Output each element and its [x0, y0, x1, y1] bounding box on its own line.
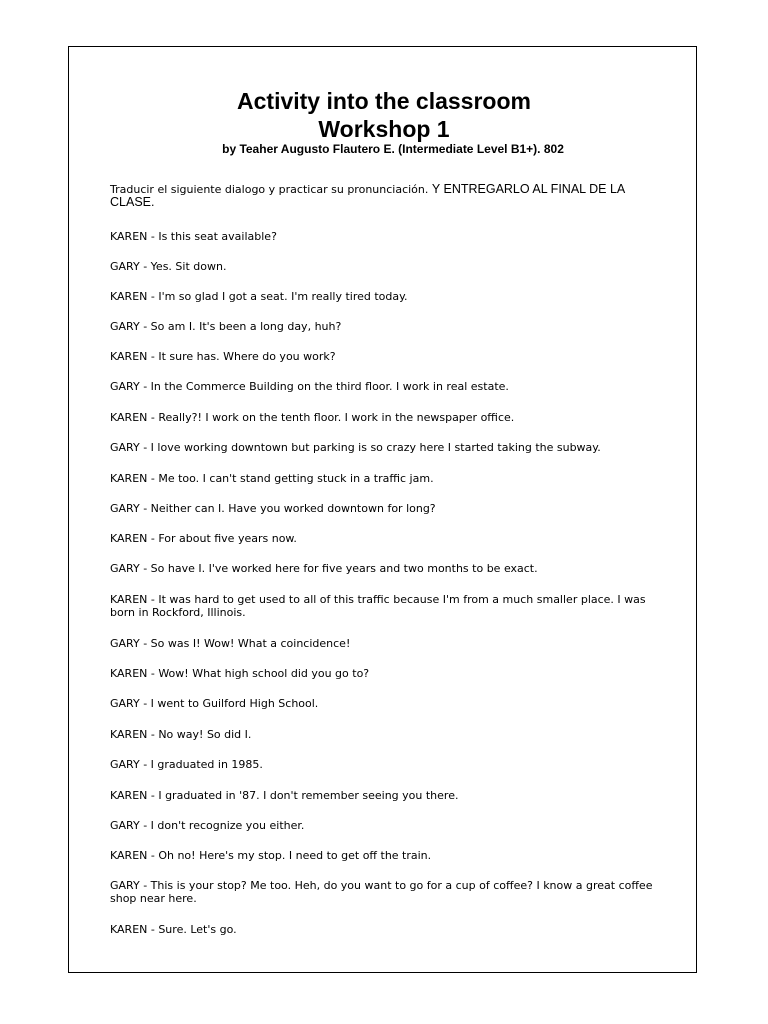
- instructions-text-caps: Y ENTREGARLO AL FINAL DE LA CLASE.: [110, 182, 625, 209]
- dialogue-line: GARY - Neither can I. Have you worked downtown for long?: [110, 502, 436, 515]
- dialogue-line: GARY - In the Commerce Building on the third floor. I work in real estate.: [110, 380, 509, 393]
- dialogue-line: KAREN - It was hard to get used to all of this traffic because I'm from a much smaller place. I was born in Rockford, Illinois.: [110, 593, 646, 619]
- dialogue-line: KAREN - I graduated in '87. I don't remember seeing you there.: [110, 789, 459, 802]
- dialogue-line: GARY - I went to Guilford High School.: [110, 697, 319, 710]
- dialogue-line: KAREN - Sure. Let's go.: [110, 923, 237, 936]
- instructions-text-spanish: Traducir el siguiente dialogo y practicar su pronunciación.: [110, 183, 432, 196]
- dialogue-line: GARY - So am I. It's been a long day, huh?: [110, 320, 342, 333]
- dialogue-line: GARY - I graduated in 1985.: [110, 758, 263, 771]
- instructions-paragraph: [110, 183, 670, 209]
- document-title: Activity into the classroom: [237, 88, 531, 114]
- dialogue-line: GARY - I love working downtown but parking is so crazy here I started taking the subway.: [110, 441, 601, 454]
- dialogue-line: KAREN - Really?! I work on the tenth floor. I work in the newspaper office.: [110, 411, 515, 424]
- dialogue-line: KAREN - Wow! What high school did you go to?: [110, 667, 370, 680]
- document-subtitle: Workshop 1: [318, 116, 450, 142]
- dialogue-line: KAREN - I'm so glad I got a seat. I'm really tired today.: [110, 290, 408, 303]
- dialogue-line: KAREN - No way! So did I.: [110, 728, 252, 741]
- dialogue-line: KAREN - For about five years now.: [110, 532, 297, 545]
- dialogue-line: GARY - So have I. I've worked here for five years and two months to be exact.: [110, 562, 538, 575]
- dialogue-line: GARY - Yes. Sit down.: [110, 260, 227, 273]
- dialogue-line: GARY - So was I! Wow! What a coincidence!: [110, 637, 351, 650]
- author-byline: by Teaher Augusto Flautero E. (Intermediate Level B1+). 802: [222, 142, 564, 156]
- dialogue-line: KAREN - Me too. I can't stand getting stuck in a traffic jam.: [110, 472, 434, 485]
- dialogue-line: GARY - This is your stop? Me too. Heh, do you want to go for a cup of coffee? I know a great coffee shop near here.: [110, 879, 653, 905]
- dialogue-line: GARY - I don't recognize you either.: [110, 819, 305, 832]
- dialogue-line: KAREN - Is this seat available?: [110, 230, 277, 243]
- dialogue-line: KAREN - It sure has. Where do you work?: [110, 350, 336, 363]
- dialogue-line: KAREN - Oh no! Here's my stop. I need to get off the train.: [110, 849, 432, 862]
